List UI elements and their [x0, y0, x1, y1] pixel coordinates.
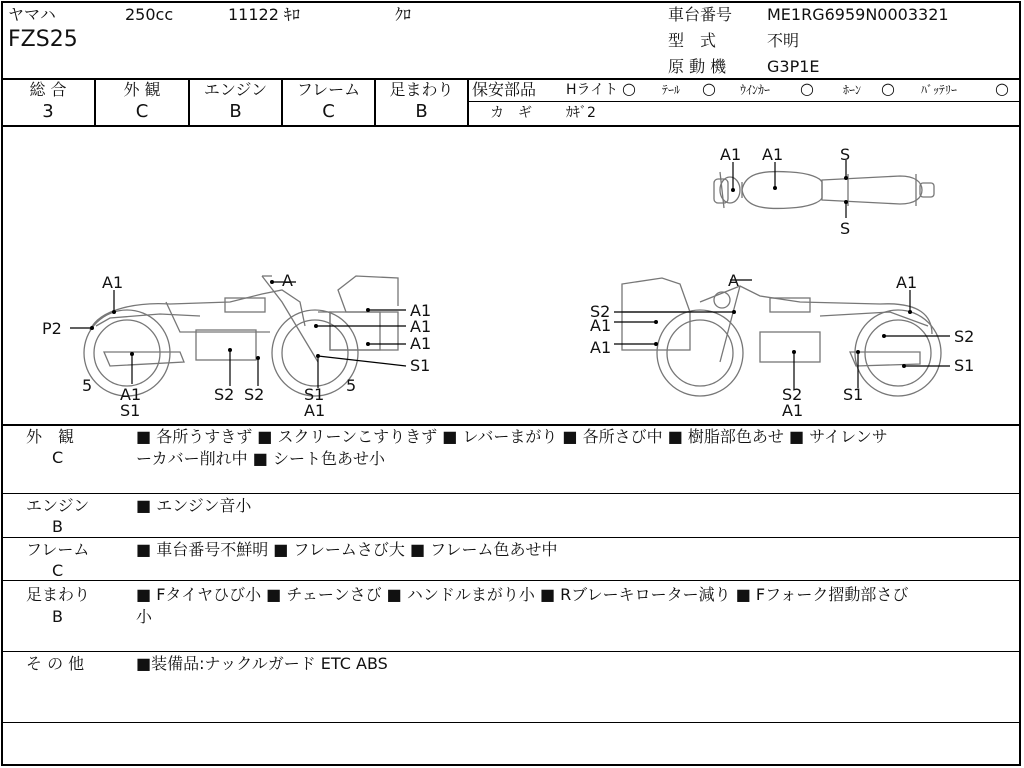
damage-label: P2: [42, 319, 62, 338]
damage-label: A1: [304, 401, 326, 420]
note-line: ■ 各所うすきず ■ スクリーンこすりきず ■ レバーまがり ■ 各所さび中 ■ 樹脂部色あせ ■ サイレンサ: [136, 427, 888, 446]
frame-number-label: 車台番号: [668, 5, 733, 24]
type-value: 不明: [767, 31, 800, 50]
note-category: フレーム: [26, 540, 90, 559]
damage-label: S: [840, 145, 851, 164]
damage-label: A: [728, 271, 739, 290]
note-grade: C: [52, 448, 64, 467]
key-value: ｶｷﾞ2: [566, 105, 596, 121]
damage-label: A1: [782, 401, 804, 420]
note-category: 外 観: [26, 427, 75, 446]
safety-mark-horn: ○: [881, 79, 895, 98]
divider: [2, 537, 1020, 538]
damage-label: S2: [954, 327, 975, 346]
engine-value: G3P1E: [767, 57, 820, 76]
note-line: ■ Fタイヤひび小 ■ チェーンさび ■ ハンドルまがり小 ■ Rブレーキローター減り ■ Fフォーク摺動部さび: [136, 585, 909, 604]
safety-label: 保安部品: [472, 80, 537, 99]
damage-label: A1: [102, 273, 124, 292]
note-line: ■ 車台番号不鮮明 ■ フレームさび大 ■ フレーム色あせ中: [136, 540, 558, 559]
damage-label: A1: [410, 317, 432, 336]
grade-value-overall: 3: [42, 101, 54, 122]
bike-right-side-view: [622, 278, 941, 396]
damage-label: S2: [214, 385, 235, 404]
grade-label-suspension: 足まわり: [389, 80, 454, 99]
safety-mark-headlight: ○: [622, 79, 636, 98]
safety-item-winker: ｳｲﾝｶｰ: [740, 83, 771, 97]
damage-label: S1: [954, 356, 975, 375]
safety-mark-battery: ○: [995, 79, 1009, 98]
safety-mark-winker: ○: [800, 79, 814, 98]
damage-label: S: [840, 219, 851, 238]
damage-label: A1: [410, 301, 432, 320]
note-category: 足まわり: [26, 585, 91, 604]
safety-item-battery: ﾊﾞｯﾃﾘｰ: [921, 83, 958, 97]
damage-label: 5: [346, 376, 357, 395]
damage-label: A1: [720, 145, 742, 164]
safety-item-tail: ﾃｰﾙ: [662, 83, 681, 97]
grade-label-engine: エンジン: [203, 80, 268, 99]
grade-label-exterior: 外 観: [123, 80, 161, 99]
damage-label: S1: [120, 401, 141, 420]
damage-label: A1: [590, 316, 612, 335]
damage-label: A1: [120, 385, 142, 404]
divider: [2, 722, 1020, 723]
displacement: 250cc: [125, 5, 174, 24]
note-line: ■装備品:ナックルガード ETC ABS: [136, 654, 388, 673]
damage-label: A1: [762, 145, 784, 164]
note-line: ーカバー削れ中 ■ シート色あせ小: [136, 449, 385, 468]
damage-label: 5: [82, 376, 93, 395]
divider: [2, 493, 1020, 494]
divider: [467, 78, 469, 126]
model-name: FZS25: [8, 27, 78, 52]
damage-label: S1: [843, 385, 864, 404]
damage-diagram: [0, 126, 1024, 426]
grade-value-suspension: B: [415, 101, 428, 122]
damage-label: A1: [896, 273, 918, 292]
safety-item-horn: ﾎｰﾝ: [843, 83, 862, 97]
note-grade: B: [52, 607, 63, 626]
grade-value-frame: C: [322, 101, 335, 122]
divider: [2, 580, 1020, 581]
damage-label: S2: [244, 385, 265, 404]
damage-label: S2: [782, 385, 803, 404]
damage-label: S2: [590, 302, 611, 321]
divider: [2, 651, 1020, 652]
damage-label: A1: [410, 334, 432, 353]
damage-label: A: [282, 271, 293, 290]
note-line: ■ エンジン音小: [136, 496, 252, 515]
note-grade: B: [52, 517, 63, 536]
damage-label: S1: [410, 356, 431, 375]
grade-label-frame: フレーム: [296, 80, 361, 99]
type-label: 型 式: [668, 31, 717, 50]
mileage: 11122 ｷﾛ: [228, 5, 300, 24]
note-category: そ の 他: [26, 654, 85, 673]
bike-top-view: [714, 172, 934, 209]
grade-label-overall: 総 合: [29, 80, 67, 99]
note-grade: C: [52, 561, 64, 580]
safety-mark-tail: ○: [702, 79, 716, 98]
grade-value-engine: B: [229, 101, 242, 122]
divider: [1, 424, 1021, 426]
damage-label: A1: [590, 338, 612, 357]
note-line: 小: [136, 607, 153, 626]
engine-label: 原 動 機: [668, 57, 727, 76]
divider: [467, 101, 1021, 102]
safety-item-headlight: Hライト: [566, 82, 619, 98]
maker: ヤマハ: [8, 5, 56, 24]
key-label: カ ギ: [490, 105, 532, 121]
frame-number: ME1RG6959N0003321: [767, 5, 949, 24]
damage-label: S1: [304, 385, 325, 404]
grade-value-exterior: C: [135, 101, 149, 122]
color: ｸﾛ: [395, 5, 412, 24]
note-category: エンジン: [26, 496, 90, 515]
